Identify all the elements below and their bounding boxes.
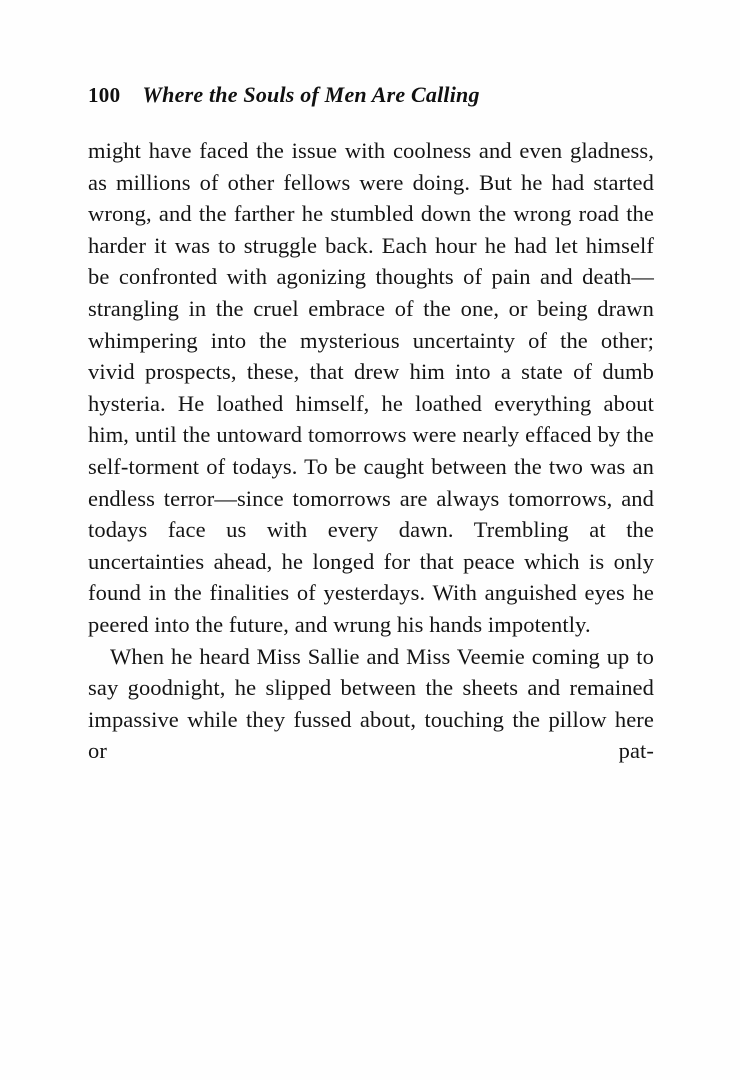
page-header: [88, 82, 653, 108]
paragraph: When he heard Miss Sallie and Miss Veemie coming up to say goodnight, he slipped between the sheets and remained impassive while they fussed about, touching the pillow here or pat-: [88, 643, 654, 764]
body-text: [88, 135, 654, 798]
paragraph: might have faced the issue with coolness and even gladness, as millions of other fellows were doing. But he had started wrong, and the farther he stumbled down the wrong road the harder it was to struggle back. Each hour he had let himself be confronted with agonizing thoughts of pain and death—strangling in the cruel embrace of the one, or being drawn whimpering into the mysterious uncertainty of the other; vivid prospects, these, that drew him into a state of dumb hysteria. He loathed himself, he loathed everything about him, until the untoward tomorrows were nearly effaced by the self-torment of todays. To be caught between the two was an endless terror—since tomorrows are always tomorrows, and todays face us with every dawn. Trembling at the uncertainties ahead, he longed for that peace which is only found in the finalities of yesterdays. With anguished eyes he peered into the future, and wrung his hands impotently.: [88, 138, 654, 637]
running-title: Where the Souls of Men Are Calling: [142, 82, 480, 107]
page-number: 100: [88, 83, 121, 107]
